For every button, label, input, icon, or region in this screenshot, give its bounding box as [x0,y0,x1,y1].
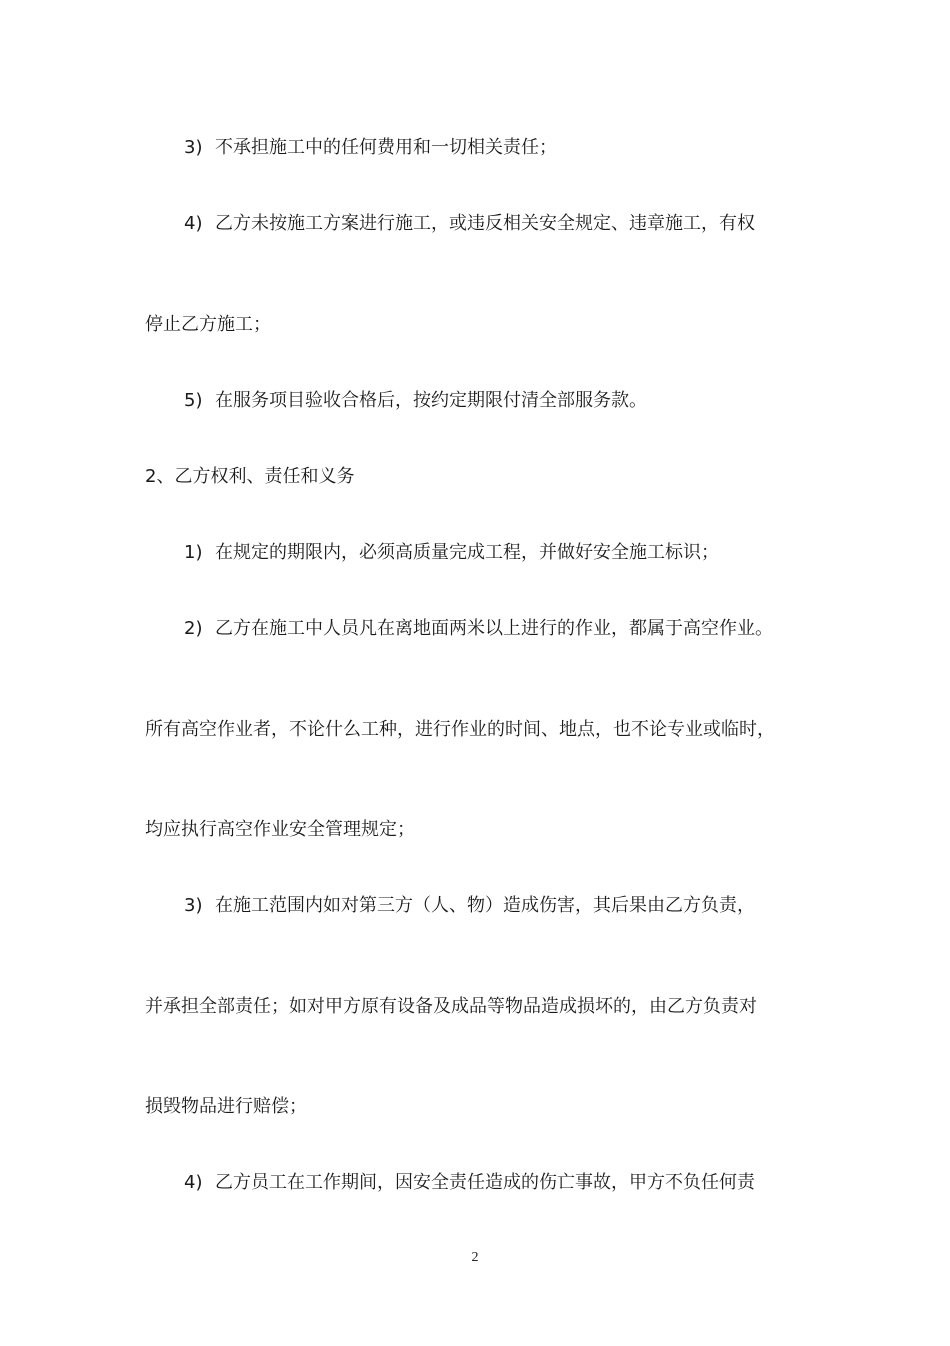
item-text: 不承担施工中的任何费用和一切相关责任； [215,137,557,158]
item-number: 2) [184,618,203,639]
item-text: 在规定的期限内，必须高质量完成工程，并做好安全施工标识； [215,542,719,563]
list-item [184,388,647,414]
item-number: 3) [184,137,203,158]
list-item [184,1170,755,1196]
list-item [184,893,755,919]
item-number: 3) [184,895,203,916]
paragraph-line: 均应执行高空作业安全管理规定； [145,819,415,840]
item-text: 乙方员工在工作期间，因安全责任造成的伤亡事故，甲方不负任何责 [215,1172,755,1193]
item-number: 5) [184,390,203,411]
paragraph-line: 停止乙方施工； [145,314,271,335]
item-text: 在服务项目验收合格后，按约定期限付清全部服务款。 [215,390,647,411]
paragraph-line: 所有高空作业者，不论什么工种，进行作业的时间、地点，也不论专业或临时， [145,719,775,740]
list-item [184,135,557,161]
page-number: 2 [471,1250,479,1265]
item-text: 乙方未按施工方案进行施工，或违反相关安全规定、违章施工，有权 [215,213,755,234]
list-item [184,616,773,642]
section-heading: 2、乙方权利、责任和义务 [145,466,355,487]
item-number: 4) [184,213,203,234]
list-item [184,211,755,237]
paragraph-line: 损毁物品进行赔偿； [145,1096,307,1117]
list-item [184,540,719,566]
item-text: 在施工范围内如对第三方（人、物）造成伤害，其后果由乙方负责， [215,895,755,916]
item-number: 1) [184,542,203,563]
item-number: 4) [184,1172,203,1193]
paragraph-line: 并承担全部责任；如对甲方原有设备及成品等物品造成损坏的，由乙方负责对 [145,996,757,1017]
item-text: 乙方在施工中人员凡在离地面两米以上进行的作业，都属于高空作业。 [215,618,773,639]
